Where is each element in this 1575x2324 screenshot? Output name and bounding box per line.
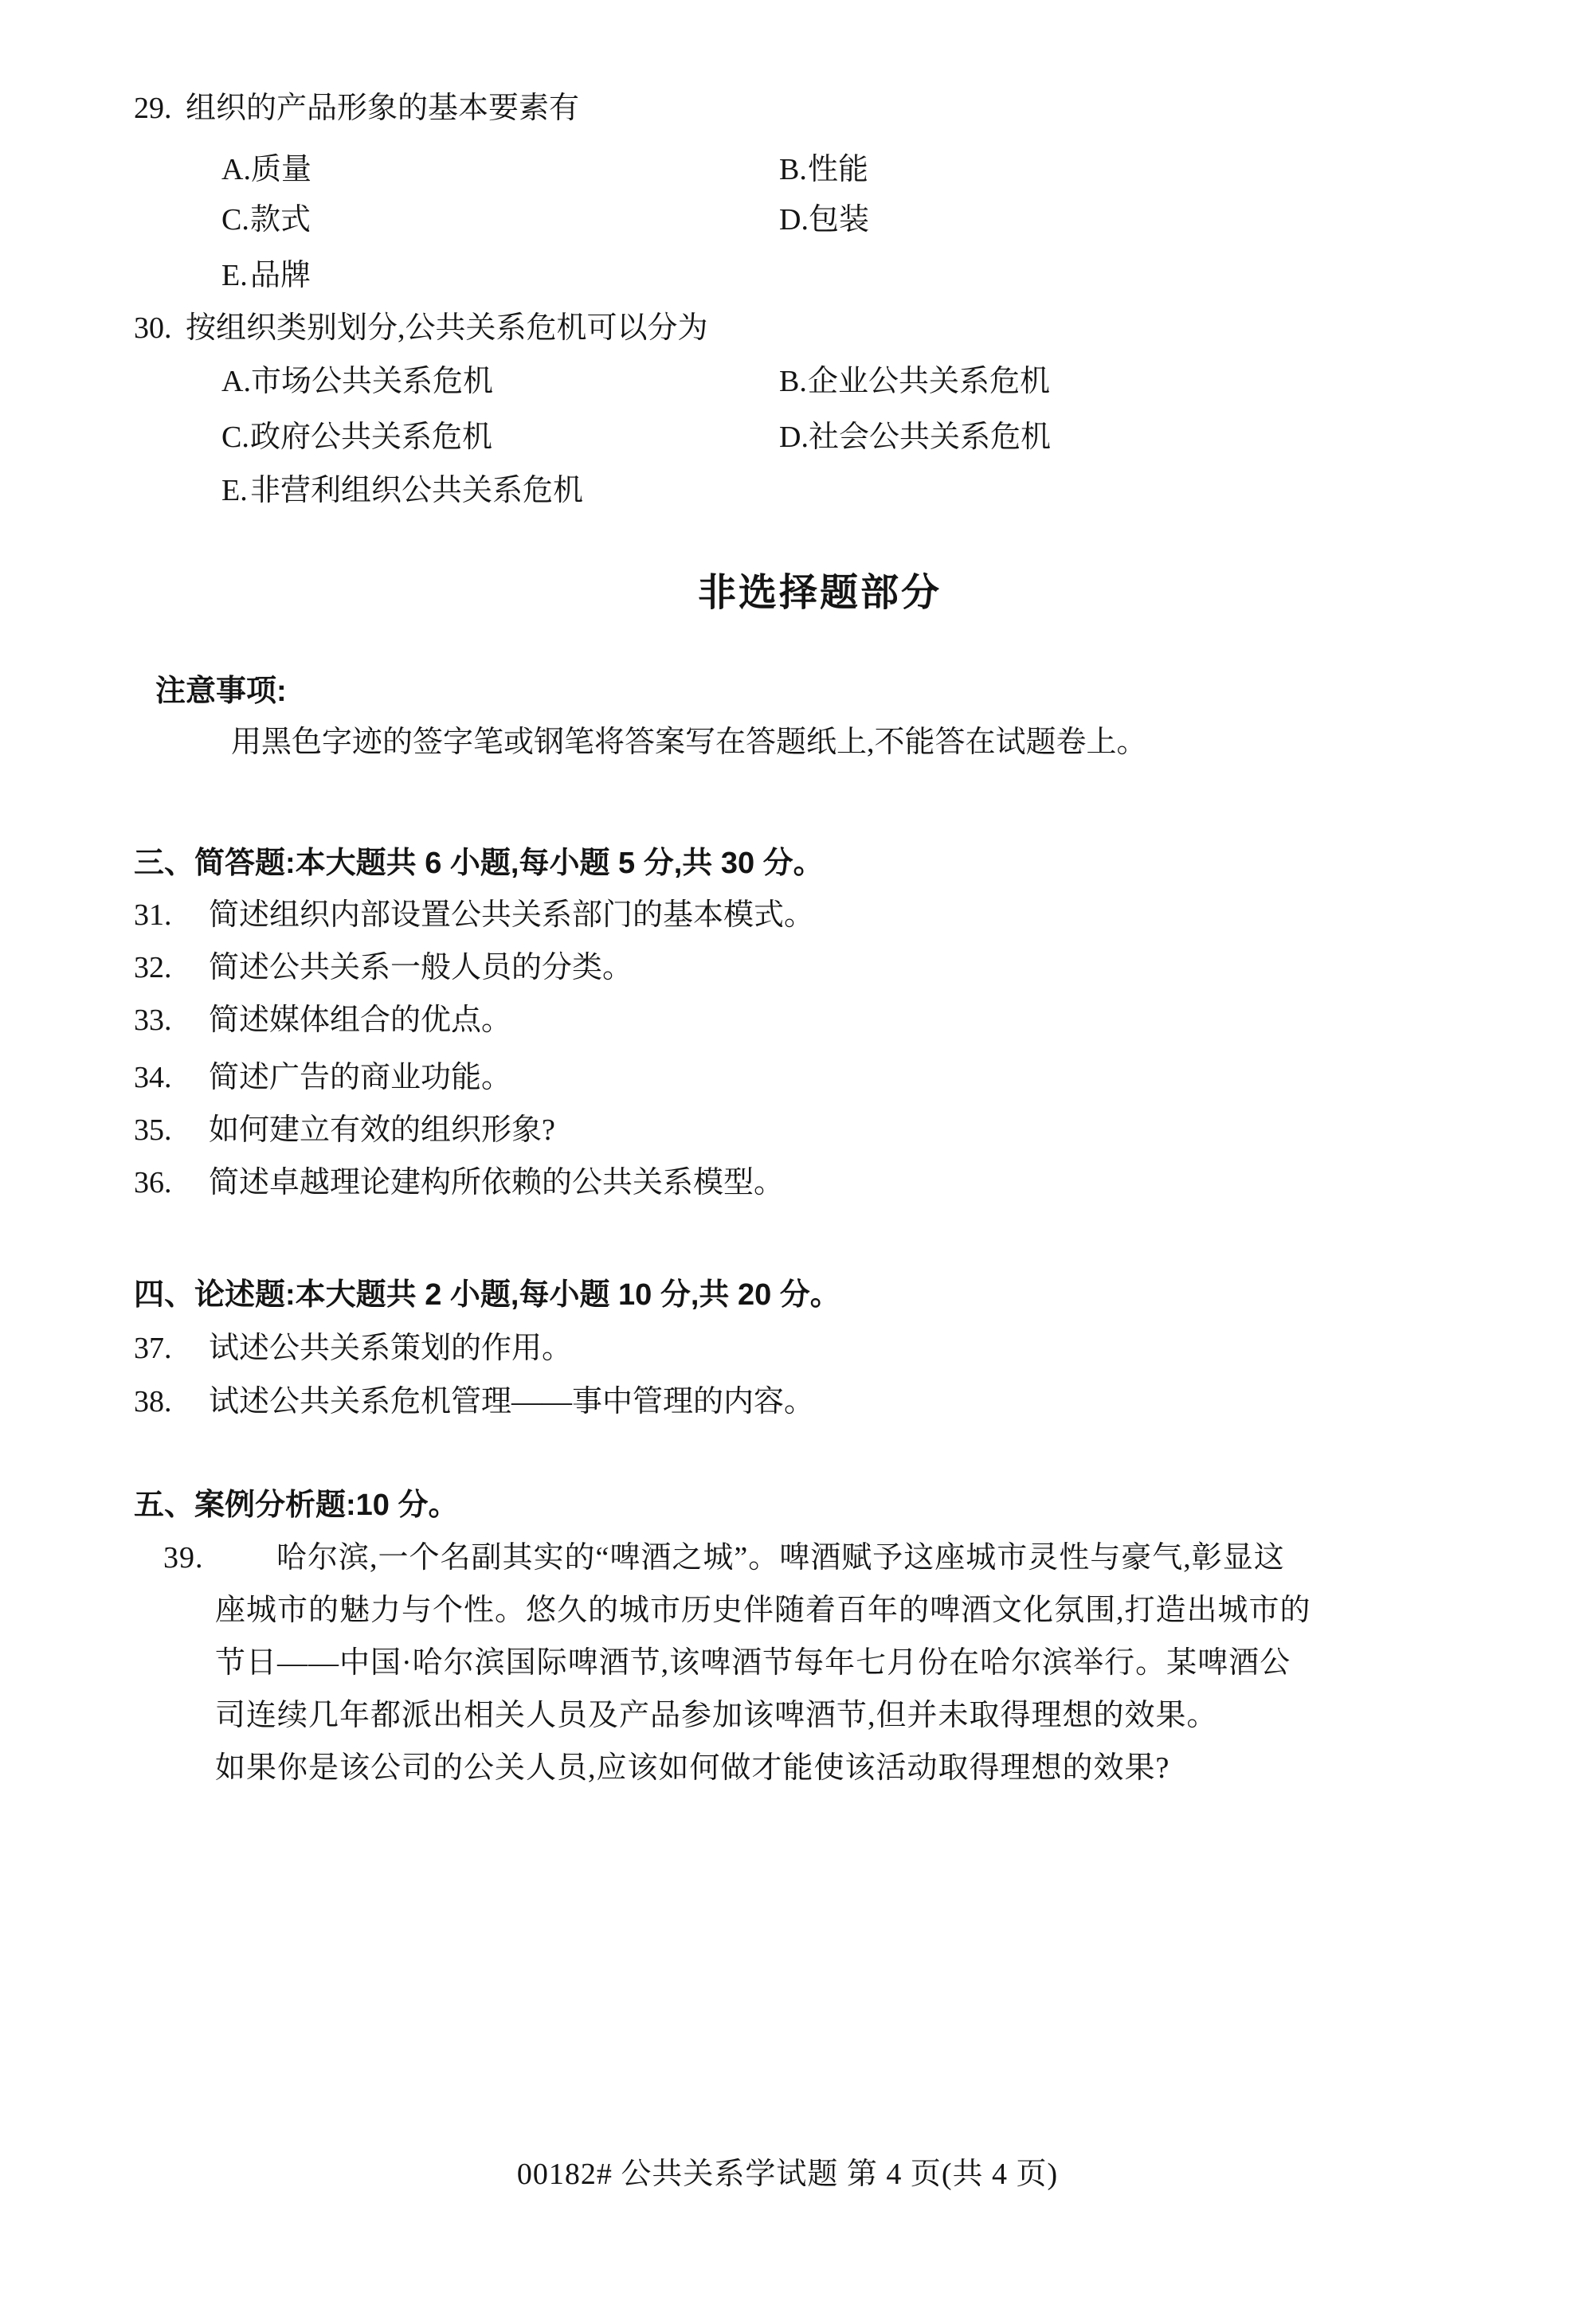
option-text: 包装 [808,203,869,237]
option-label: B. [779,365,807,398]
question-35 [134,1113,555,1149]
question-text: 简述组织内部设置公共关系部门的基本模式。 [209,898,815,932]
question-text: 试述公共关系策划的作用。 [209,1332,573,1365]
question-number: 35. [134,1113,172,1147]
option-d-q29 [779,202,869,239]
question-39-line-3: 节日——中国·哈尔滨国际啤酒节,该啤酒节每年七月份在哈尔滨举行。某啤酒公 [215,1646,1291,1680]
option-text: 品牌 [250,259,311,292]
question-39-line-5: 如果你是该公司的公关人员,应该如何做才能使该活动取得理想的效果? [215,1751,1170,1785]
question-39-line-1 [163,1540,1285,1577]
option-e-q29 [221,258,311,295]
option-c-q30 [221,420,492,456]
option-text: 企业公共关系危机 [808,365,1051,398]
option-label: C. [221,421,249,454]
option-label: B. [779,153,807,186]
section3-heading: 三、简答题:本大题共 6 小题,每小题 5 分,共 30 分。 [134,847,824,880]
question-text: 简述公共关系一般人员的分类。 [209,951,633,984]
question-text: 简述媒体组合的优点。 [209,1004,512,1037]
option-text: 非营利组织公共关系危机 [250,474,584,507]
question-number: 33. [134,1004,172,1037]
question-number: 39. [163,1541,204,1575]
question-stem-text: 按组织类别划分,公共关系危机可以分为 [186,311,708,345]
section4-heading: 四、论述题:本大题共 2 小题,每小题 10 分,共 20 分。 [134,1278,840,1312]
question-39-line-2: 座城市的魅力与个性。悠久的城市历史伴随着百年的啤酒文化氛围,打造出城市的 [215,1594,1311,1627]
option-text: 政府公共关系危机 [250,421,493,454]
option-label: C. [221,203,249,237]
question-38 [134,1384,814,1421]
question-34 [134,1060,511,1097]
notice-title: 注意事项: [155,675,287,708]
part-heading: 非选择题部分 [697,572,942,614]
option-e-q30 [221,473,583,510]
option-c-q29 [221,202,311,239]
option-text: 市场公共关系危机 [250,365,493,398]
case-text: 哈尔滨,一个名副其实的“啤酒之城”。啤酒赋予这座城市灵性与豪气,彰显这 [276,1541,1285,1575]
option-a-q29 [221,152,311,189]
option-text: 性能 [808,153,869,186]
question-29-stem [134,91,579,127]
question-30-stem [134,311,708,347]
question-number: 31. [134,898,172,932]
option-label: D. [779,203,809,237]
question-number: 36. [134,1166,172,1199]
option-a-q30 [221,364,493,401]
question-number: 38. [134,1385,172,1418]
section5-heading: 五、案例分析题:10 分。 [134,1489,459,1522]
question-text: 简述卓越理论建构所依赖的公共关系模型。 [209,1166,785,1199]
option-text: 社会公共关系危机 [808,421,1051,454]
question-text: 简述广告的商业功能。 [209,1061,512,1094]
option-text: 款式 [250,203,311,237]
question-39-line-4: 司连续几年都派出相关人员及产品参加该啤酒节,但并未取得理想的效果。 [215,1699,1218,1732]
option-label: A. [221,365,251,398]
option-text: 质量 [250,153,311,186]
question-32 [134,950,633,987]
question-number: 30. [134,311,172,345]
option-d-q30 [779,420,1051,456]
option-b-q29 [779,152,868,189]
question-number: 37. [134,1332,172,1365]
question-text: 试述公共关系危机管理——事中管理的内容。 [209,1385,815,1418]
question-number: 29. [134,92,172,125]
question-number: 32. [134,951,172,984]
option-label: A. [221,153,251,186]
question-33 [134,1003,511,1039]
question-number: 34. [134,1061,172,1094]
option-label: E. [221,259,248,292]
question-stem-text: 组织的产品形象的基本要素有 [186,92,580,125]
question-36 [134,1165,784,1202]
question-31 [134,898,814,934]
notice-body: 用黑色字迹的签字笔或钢笔将答案写在答题纸上,不能答在试题卷上。 [231,726,1147,759]
page-footer: 00182# 公共关系学试题 第 4 页(共 4 页) [516,2158,1059,2191]
question-text: 如何建立有效的组织形象? [209,1113,555,1147]
question-37 [134,1331,572,1367]
option-b-q30 [779,364,1050,401]
option-label: E. [221,474,248,507]
option-label: D. [779,421,809,454]
